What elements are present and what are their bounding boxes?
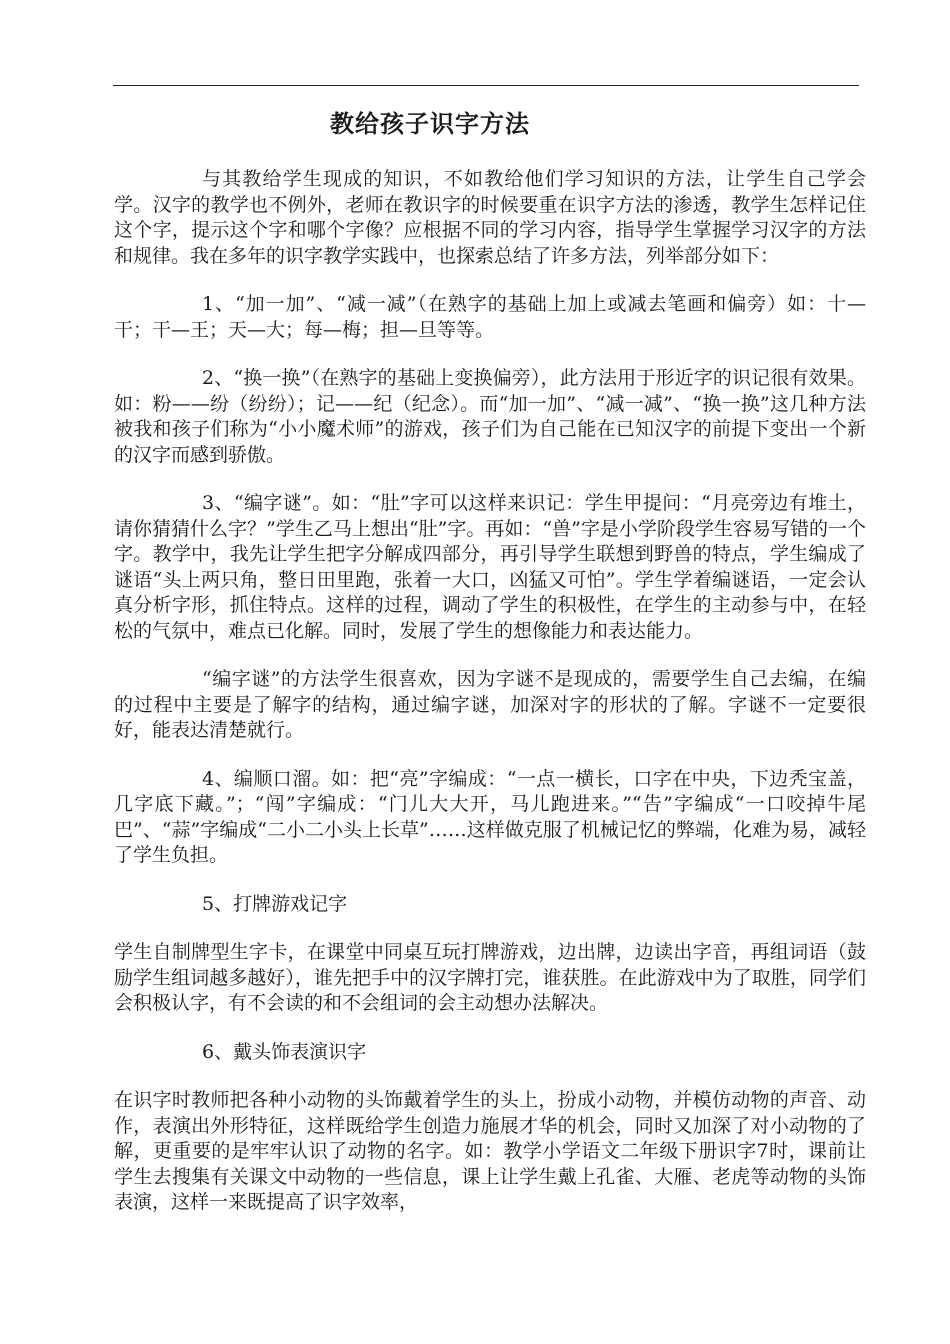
paragraph-method-2: 2、“换一换”（在熟字的基础上变换偏旁），此方法用于形近字的识记很有效果。如：粉——纷（纷纷）；记——纪（纪念）。而“加一加”、“减一减”、“换一换”这几种方法被我和孩子们称为“小小魔术师”的游戏，孩子们为自己能在已知汉字的前提下变出一个新的汉字而感到骄傲。 — [114, 367, 866, 466]
paragraph-method-3-note: “编字谜”的方法学生很喜欢，因为字谜不是现成的，需要学生自己去编，在编的过程中主要是了解字的结构，通过编字谜，加深对字的形状的了解。字谜不一定要很好，能表达清楚就行。 — [114, 668, 866, 741]
document-body — [114, 167, 866, 1239]
heading-method-5: 5、打牌游戏记字 — [202, 892, 348, 915]
header-rule — [113, 85, 859, 86]
paragraph-method-4: 4、编顺口溜。如：把“亮”字编成：“一点一横长，口字在中央，下边秃宝盖，几字底下藏。”；“闯”字编成：“门儿大大开，马儿跑进来。”“告”字编成“一口咬掉牛尾巴”、“蒜”字编成“二小二小头上长草”……这样做克服了机械记忆的弊端，化难为易，减轻了学生负担。 — [114, 767, 866, 866]
paragraph-intro: 与其教给学生现成的知识，不如教给他们学习知识的方法，让学生自己学会学。汉字的教学也不例外，老师在教识字的时候要重在识字方法的渗透，教学生怎样记住这个字，提示这个字和哪个字像？应根据不同的学习内容，指导学生掌握学习汉字的方法和规律。我在多年的识字教学实践中，也探索总结了许多方法，列举部分如下： — [114, 168, 866, 267]
paragraph-method-3: 3、“编字谜”。如：“肚”字可以这样来识记：学生甲提问：“月亮旁边有堆土，请你猜猜什么字？”学生乙马上想出“肚”字。再如：“兽”字是小学阶段学生容易写错的一个字。教学中，我先让学生把字分解成四部分，再引导学生联想到野兽的特点，学生编成了谜语“头上两只角，整日田里跑，张着一大口，凶猛又可怕”。学生学着编谜语，一定会认真分析字形，抓住特点。这样的过程，调动了学生的积极性，在学生的主动参与中，在轻松的气氛中，难点已化解。同时，发展了学生的想像能力和表达能力。 — [114, 492, 866, 642]
paragraph-method-6: 在识字时教师把各种小动物的头饰戴着学生的头上，扮成小动物，并模仿动物的声音、动作，表演出外形特征，这样既给学生创造力施展才华的机会，同时又加深了对小动物的了解，更重要的是牢牢认识了动物的名字。如：教学小学语文二年级下册识字7时，课前让学生去搜集有关课文中动物的一些信息，课上让学生戴上孔雀、大雁、老虎等动物的头饰表演，这样一来既提高了识字效率， — [114, 1089, 866, 1213]
heading-method-6: 6、戴头饰表演识字 — [202, 1040, 367, 1063]
paragraph-method-5: 学生自制牌型生字卡，在课堂中同桌互玩打牌游戏，边出牌，边读出字音，再组词语（鼓励学生组词越多越好），谁先把手中的汉字牌打完，谁获胜。在此游戏中为了取胜，同学们会积极认字，有不会读的和不会组词的会主动想办法解决。 — [114, 941, 866, 1014]
page-title: 教给孩子识字方法 — [330, 110, 530, 138]
paragraph-method-1: 1、“加一加”、“减一减”（在熟字的基础上加上或减去笔画和偏旁）如：十—干；干—王；天—大；每—梅；担—旦等等。 — [114, 293, 866, 341]
